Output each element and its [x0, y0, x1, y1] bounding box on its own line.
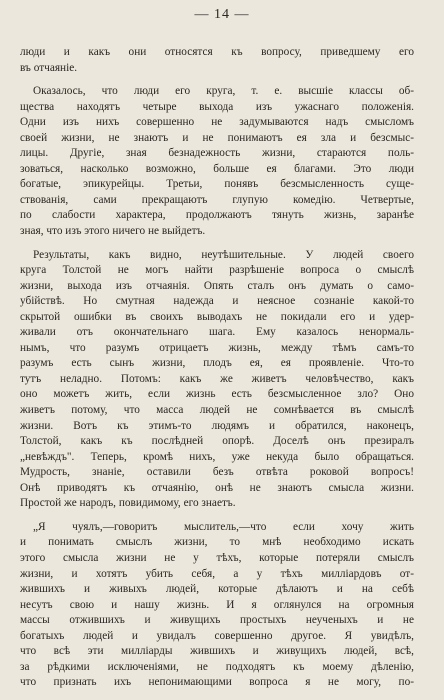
text-line: Одни изъ нихъ совершенно не задумываются надъ смысломъ	[20, 116, 414, 129]
text-line: по слабости характера, продолжаютъ тянуть жизнь, заранѣе	[20, 209, 414, 222]
text-line: круга Толстой не могъ найти разрѣшеніе вопроса о смыслѣ	[20, 264, 414, 277]
text-line: своей жизни, не знаютъ и не понимаютъ ея зла и безсмыс-	[20, 131, 414, 144]
text-line: Результаты, какъ видно, неутѣшительные. У людей своего	[33, 248, 414, 261]
text-line: ствованія, сами прекращаютъ глупую комедію. Четвертые,	[20, 193, 414, 206]
text-line: Толстой, какъ къ послѣдней опорѣ. Доселѣ онъ презиралъ	[20, 435, 414, 448]
text-line: зоваться, насколько возможно, больше ея благами. Это люди	[20, 162, 414, 175]
text-line: богатыхъ людей и увидалъ совершенно другое. Я увидѣлъ,	[20, 629, 414, 642]
text-line: скрытой ошибки въ своихъ выводахъ не покидали его и удер-	[20, 310, 414, 323]
page-number: — 14 —	[194, 7, 250, 22]
text-line: жизни, и хотятъ убить себя, а у тѣхъ милліардовъ от-	[20, 567, 414, 580]
text-line: въ отчаяніе.	[20, 61, 78, 74]
text-line: Оказалось, что люди его круга, т. е. высшіе классы об-	[33, 85, 414, 98]
text-line: массы отжившихъ и живущихъ простыхъ неученыхъ и не	[20, 614, 414, 627]
text-line: и понимать смыслъ жизни, то мнѣ необходимо искать	[20, 536, 414, 549]
text-line: „Я чуялъ,—говоритъ мыслитель,—что если хочу жить	[33, 520, 414, 533]
text-line: жившихъ и живыхъ людей, которые дѣлаютъ и на себѣ	[20, 583, 414, 596]
text-line: богатые, эпикурейцы. Третьи, понявъ безсмысленность суще-	[20, 178, 414, 191]
text-line: жизни, выхода изъ отчаянія. Опять сталъ онъ думать о само-	[20, 279, 414, 292]
text-line: этого смысла жизни не у тѣхъ, которые потеряли смыслъ	[20, 551, 414, 564]
text-line: Простой же народъ, повидимому, его знаетъ.	[20, 497, 236, 510]
text-line: оно можетъ жить, если жизнь есть безсмысленное зло? Оно	[20, 388, 414, 401]
text-line: зная, что изъ этого ничего не выйдетъ.	[20, 225, 206, 238]
text-line: разумъ есть сынъ жизни, плодъ ея, ея проявленіе. Что-то	[20, 357, 414, 370]
text-line: Мудрость, знаніе, оставили безъ отвѣта роковой вопросъ!	[20, 466, 414, 479]
text-line: живали отъ окончательнаго шага. Ему казалось ненормаль-	[20, 326, 414, 339]
text-line: щества находятъ четыре выхода изъ ужаснаго положенія.	[20, 100, 414, 113]
text-line: за рѣдкими исключеніями, не подходятъ къ моему дѣленію,	[20, 660, 414, 673]
text-line: живетъ потому, что масса людей не сомнѣвается въ смыслѣ	[20, 404, 414, 417]
text-line: тутъ неладно. Потомъ: какъ же живетъ человѣчество, какъ	[20, 372, 414, 385]
text-line: что признать ихъ непонимающими вопроса я не могу, по-	[20, 676, 414, 689]
text-line: жизни. Вотъ къ этимъ-то людямъ и обратился, наконецъ,	[20, 419, 414, 432]
text-line: лицы. Другіе, зная безнадежность жизни, стараются поль-	[20, 147, 414, 160]
text-line: что всѣ эти милліарды жившихъ и живущихъ людей, всѣ,	[20, 645, 414, 658]
body-text	[20, 45, 414, 691]
text-line: Онѣ приводятъ къ отчаянію, онѣ не знаютъ смысла жизни.	[20, 481, 414, 494]
text-line: люди и какъ они относятся къ вопросу, приведшему его	[20, 46, 414, 58]
text-line: нымъ, что разумъ отрицаетъ жизнь, между тѣмъ самъ-то	[20, 341, 414, 354]
text-line: „невѣждъ". Теперь, кромѣ нихъ, уже некуда было обращаться.	[20, 450, 414, 463]
text-line: убійствѣ. Но смутная надежда и неясное сознаніе какой-то	[20, 295, 414, 308]
text-line: несутъ свою и нашу жизнь. И я оглянулся на огромныя	[20, 598, 414, 611]
